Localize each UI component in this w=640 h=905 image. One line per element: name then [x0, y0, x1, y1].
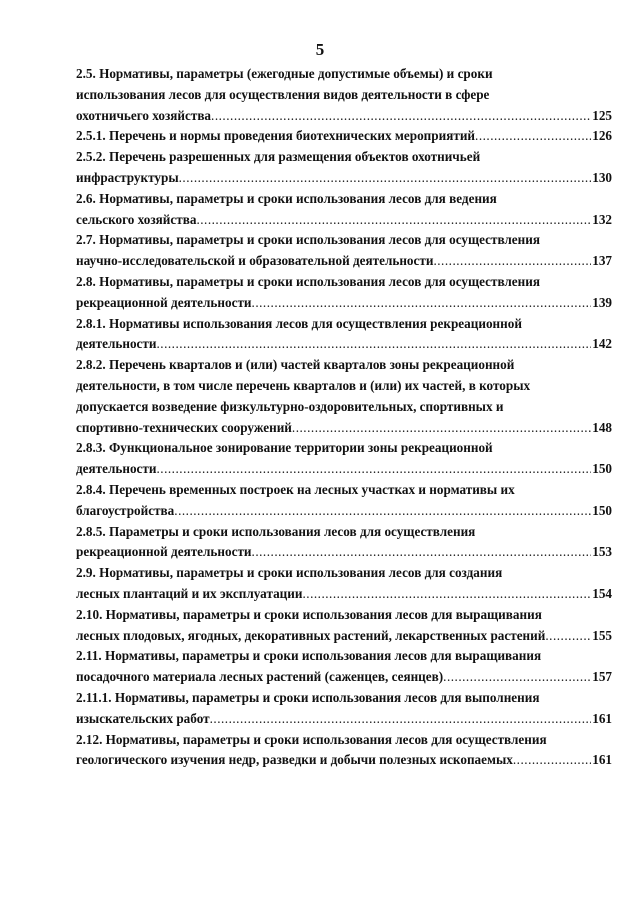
toc-page-number: 139 — [592, 294, 612, 310]
toc-page-number: 142 — [592, 336, 612, 352]
toc-entry-title-line: 2.8.3. Функциональное зонирование территории зоны рекреационной — [76, 440, 493, 456]
dot-leader — [174, 501, 591, 522]
toc-entry — [76, 438, 612, 480]
toc-entry-last-line — [76, 210, 612, 231]
toc-entry-title-line: инфраструктуры — [76, 169, 179, 185]
toc-entry-title-line: лесных плантаций и их эксплуатации — [76, 585, 303, 601]
dot-leader — [156, 334, 591, 355]
page-number: 5 — [315, 40, 325, 59]
toc-entry — [76, 730, 612, 772]
toc-entry-title-line: допускается возведение физкультурно-оздоровительных, спортивных и — [76, 398, 504, 414]
toc-entry-last-line — [76, 418, 612, 439]
toc-page-number: 130 — [592, 169, 612, 185]
toc-entry — [76, 64, 612, 126]
toc-entry-last-line — [76, 750, 612, 771]
toc-page-number: 153 — [592, 544, 612, 560]
dot-leader — [211, 106, 591, 127]
dot-leader — [252, 542, 592, 563]
toc-entry-title-line: охотничьего хозяйства — [76, 107, 212, 123]
dot-leader — [292, 418, 591, 439]
toc-entry-last-line — [76, 459, 612, 480]
toc-page-number: 161 — [592, 752, 612, 768]
toc-entry — [76, 147, 612, 189]
dot-leader — [156, 459, 591, 480]
toc-page-number: 126 — [592, 128, 612, 144]
toc-entry-title-line: 2.8.4. Перечень временных построек на лесных участках и нормативы их — [76, 481, 515, 497]
dot-leader — [210, 709, 592, 730]
toc-entry-title-line: научно-исследовательской и образовательной деятельности — [76, 253, 434, 269]
toc-entry-title-line: использования лесов для осуществления видов деятельности в сфере — [76, 86, 490, 102]
toc-entry-title-line: 2.5. Нормативы, параметры (ежегодные допустимые объемы) и сроки — [76, 66, 493, 81]
toc-entry-title-line: 2.8.1. Нормативы использования лесов для осуществления рекреационной — [76, 315, 522, 331]
toc-entry-last-line — [76, 584, 612, 605]
toc-entry-title-line: 2.5.1. Перечень и нормы проведения биотехнических мероприятий — [76, 128, 476, 144]
toc-entry-title-line: 2.8.5. Параметры и сроки использования лесов для осуществления — [76, 523, 476, 539]
toc-entry-title-line: 2.7. Нормативы, параметры и сроки использования лесов для осуществления — [76, 232, 540, 248]
toc-entry-last-line — [76, 667, 612, 688]
toc-entry-title-line: 2.10. Нормативы, параметры и сроки использования лесов для выращивания — [76, 606, 542, 622]
dot-leader — [545, 626, 591, 647]
toc-entry — [76, 522, 612, 564]
toc-page-number: 155 — [592, 627, 612, 643]
toc-page-number: 150 — [592, 461, 612, 477]
toc-entry-title-line: рекреационной деятельности — [76, 294, 252, 310]
toc-entry-title-line: рекреационной деятельности — [76, 544, 252, 560]
toc-page-number: 137 — [592, 253, 612, 269]
toc-entry — [76, 480, 612, 522]
toc-entry-last-line — [76, 251, 612, 272]
dot-leader — [302, 584, 591, 605]
toc-page-number: 132 — [592, 211, 612, 227]
toc-entry-last-line — [76, 293, 612, 314]
toc-entry-last-line — [76, 106, 612, 127]
toc-entry-title-line: 2.6. Нормативы, параметры и сроки использования лесов для ведения — [76, 190, 497, 206]
dot-leader — [196, 210, 591, 231]
dot-leader — [433, 251, 591, 272]
toc-entry-title-line: 2.11. Нормативы, параметры и сроки использования лесов для выращивания — [76, 648, 542, 664]
toc-entry-title-line: лесных плодовых, ягодных, декоративных растений, лекарственных растений — [76, 627, 546, 643]
toc-entry-title-line: сельского хозяйства — [76, 211, 197, 227]
toc-entry — [76, 688, 612, 730]
toc-entry-title-line: 2.8.2. Перечень кварталов и (или) частей кварталов зоны рекреационной — [76, 357, 515, 373]
toc-entry — [76, 355, 612, 438]
toc-entry — [76, 646, 612, 688]
toc-entry — [76, 605, 612, 647]
toc-entry — [76, 314, 612, 356]
dot-leader — [513, 750, 591, 771]
toc-entry-title-line: деятельности, в том числе перечень кварталов и (или) их частей, в которых — [76, 377, 531, 393]
toc-entry-last-line — [76, 709, 612, 730]
toc-entry-title-line: геологического изучения недр, разведки и добычи полезных ископаемых — [76, 752, 513, 768]
toc-page-number: 125 — [592, 107, 612, 123]
toc-entry-title-line: посадочного материала лесных растений (саженцев, сеянцев) — [76, 669, 444, 685]
toc-entry-title-line: 2.5.2. Перечень разрешенных для размещения объектов охотничьей — [76, 149, 481, 165]
toc-page-number: 161 — [592, 710, 612, 726]
toc-entry-last-line — [76, 501, 612, 522]
toc-entry — [76, 189, 612, 231]
dot-leader — [179, 168, 592, 189]
toc-entry-last-line — [76, 126, 612, 147]
toc-entry-title-line: 2.11.1. Нормативы, параметры и сроки использования лесов для выполнения — [76, 689, 540, 705]
toc-entry — [76, 230, 612, 272]
toc-entry — [76, 272, 612, 314]
toc-entry-last-line — [76, 168, 612, 189]
toc-page-number: 157 — [592, 669, 612, 685]
dot-leader — [252, 293, 592, 314]
toc-page-number: 150 — [592, 502, 612, 518]
toc-page-number: 154 — [592, 585, 612, 601]
toc-entry-title-line: спортивно-технических сооружений — [76, 419, 292, 435]
toc-entry-title-line: деятельности — [76, 336, 157, 352]
toc-entry-title-line: деятельности — [76, 461, 157, 477]
dot-leader — [443, 667, 591, 688]
toc-entry — [76, 126, 612, 147]
dot-leader — [475, 126, 591, 147]
toc-entry-title-line: 2.12. Нормативы, параметры и сроки использования лесов для осуществления — [76, 731, 547, 747]
toc-entry-title-line: благоустройства — [76, 502, 175, 518]
toc-entry-title-line: 2.9. Нормативы, параметры и сроки использования лесов для создания — [76, 565, 503, 581]
toc-entry-last-line — [76, 626, 612, 647]
toc-page-number: 148 — [592, 419, 612, 435]
toc-entry-title-line: изыскательских работ — [76, 710, 210, 726]
toc-entry-last-line — [76, 542, 612, 563]
table-of-contents — [76, 64, 612, 771]
toc-entry — [76, 563, 612, 605]
toc-entry-last-line — [76, 334, 612, 355]
toc-entry-title-line: 2.8. Нормативы, параметры и сроки использования лесов для осуществления — [76, 273, 540, 289]
